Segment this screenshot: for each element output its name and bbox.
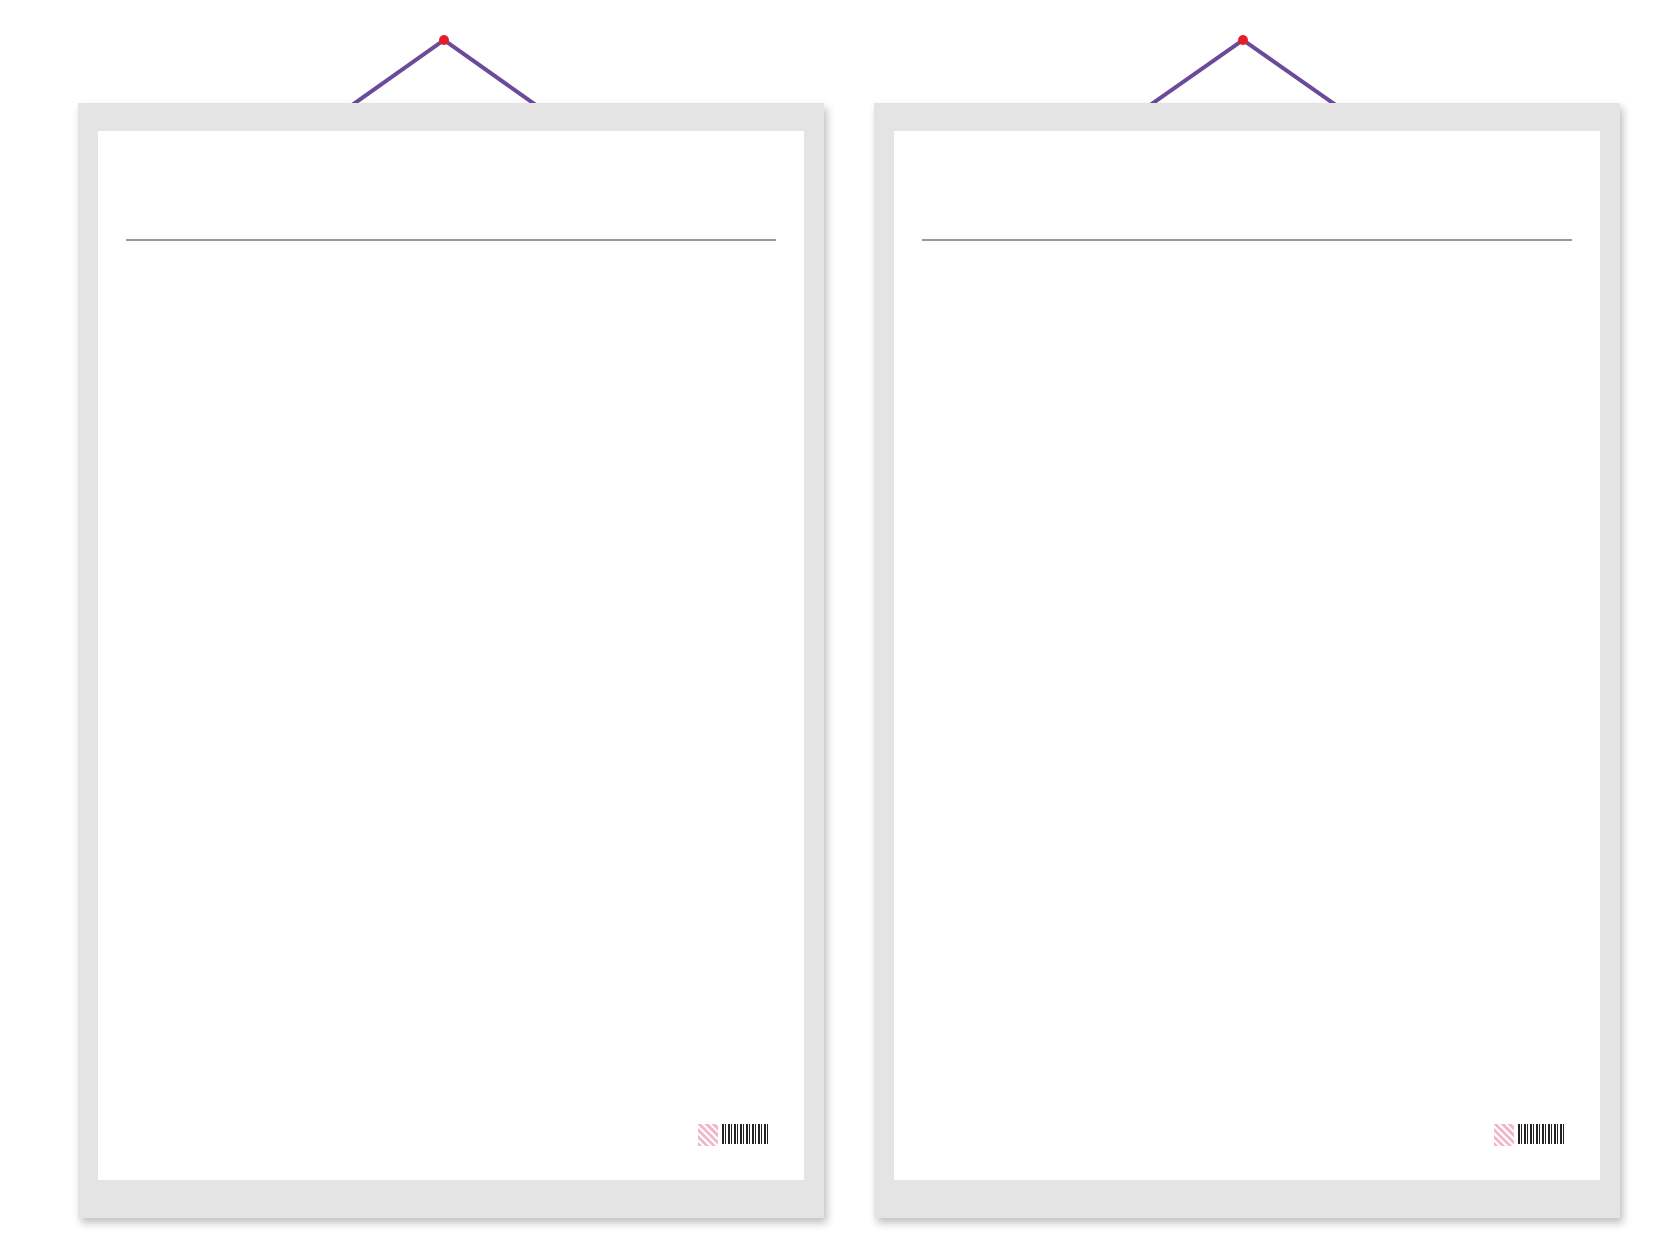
title-divider xyxy=(126,239,776,241)
maths-footer xyxy=(126,1122,776,1152)
qr-code-icon xyxy=(698,1124,718,1146)
publisher-info xyxy=(996,1122,1416,1143)
barcode-icon xyxy=(1518,1124,1564,1144)
qr-code-icon xyxy=(1494,1124,1514,1146)
phonics-poster xyxy=(874,103,1620,1218)
phonics-footer xyxy=(922,1122,1572,1152)
publisher-info xyxy=(200,1122,620,1143)
maths-sheet xyxy=(98,131,804,1180)
phonics-sheet xyxy=(894,131,1600,1180)
barcode-icon xyxy=(722,1124,768,1144)
maths-keywords-poster xyxy=(78,103,824,1218)
title-divider xyxy=(922,239,1572,241)
